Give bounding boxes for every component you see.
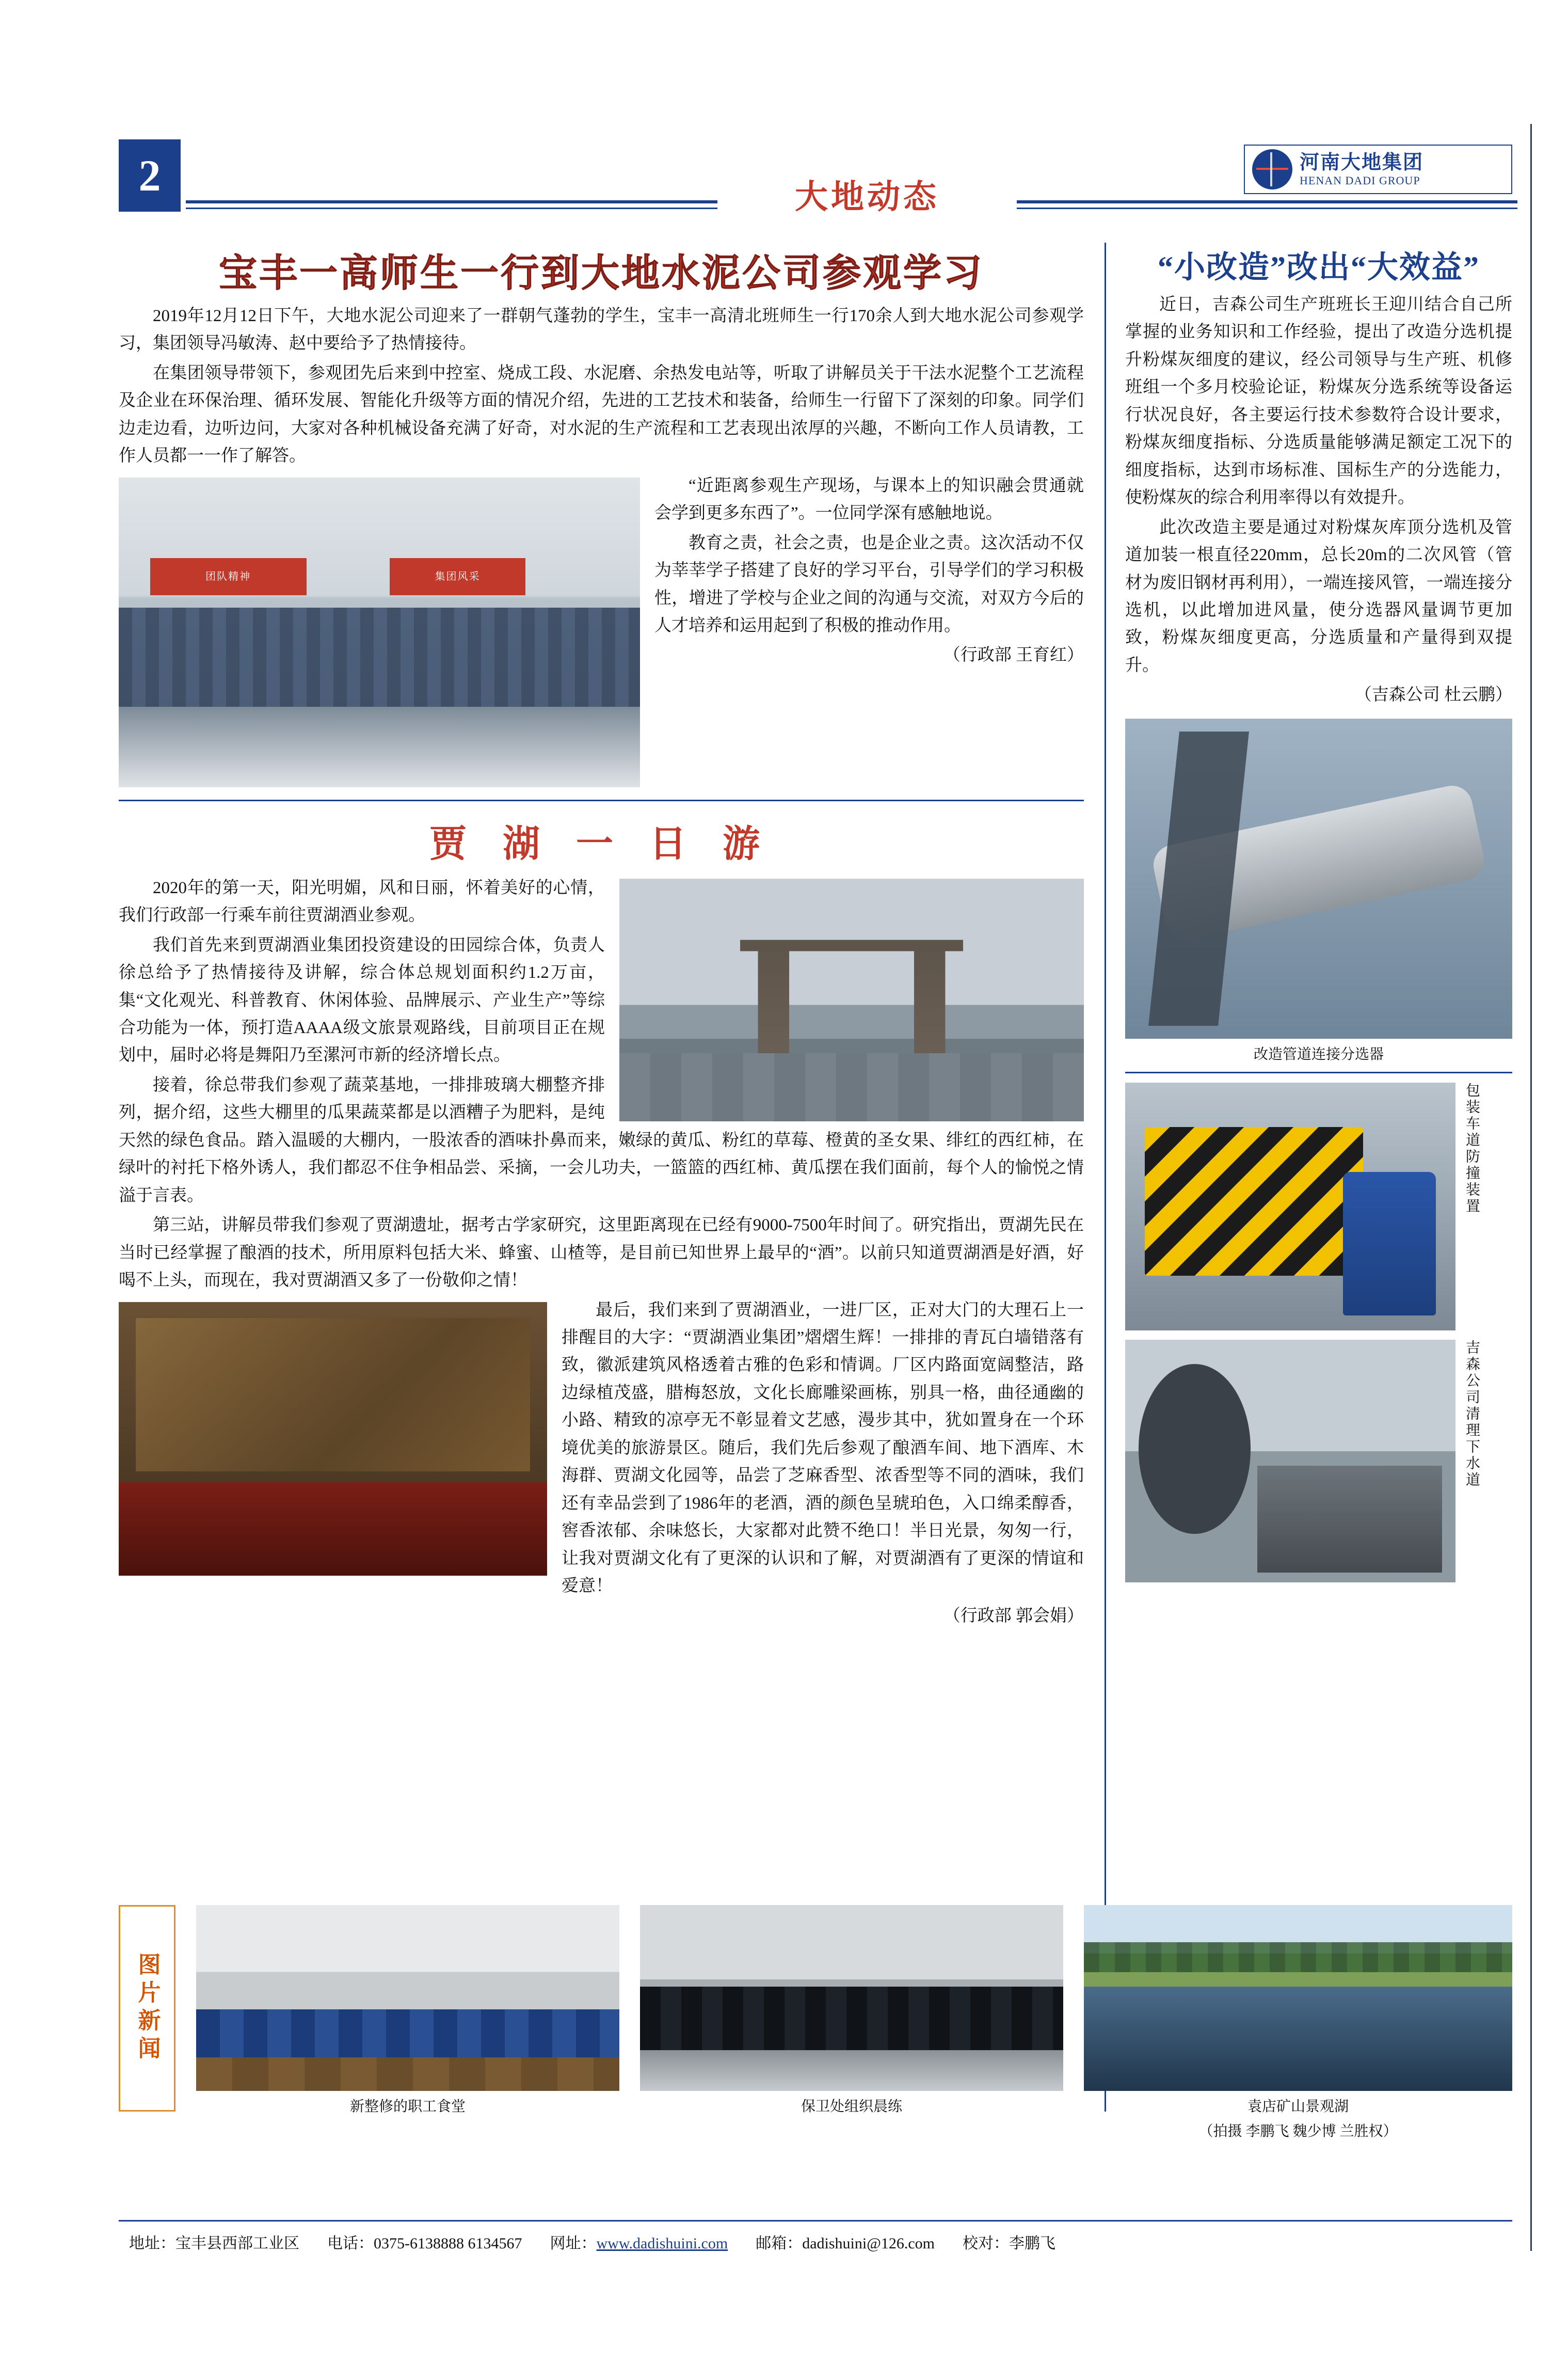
picture-news-section — [119, 1905, 1512, 2139]
article-second-body — [119, 875, 1084, 1632]
footer-address: 地址：宝丰县西部工业区 — [129, 2235, 299, 2252]
footer-website-label: 网址： — [550, 2235, 597, 2252]
paragraph: 第三站，讲解员带我们参观了贾湖遗址，据考古学家研究，这里距离现在已经有9000-7500年时间了。研究指出，贾湖先民在当时已经掌握了酿酒的技术，所用原料包括大米、蜂蜜、山楂等，是目前已知世界上最早的“酒”。以前只知道贾湖酒是好酒，好喝不上头，而现在，我对贾湖酒又多了一份敬仰之情！ — [119, 1216, 1084, 1290]
photo-caption: 改造管道连接分选器 — [1253, 1046, 1384, 1062]
paragraph: 此次改造主要是通过对粉煤灰库顶分选机及管道加装一根直径220mm，总长20m的二次风管（管材为废旧钢材再利用），一端连接风管，一端连接分选机，以此增加进风量，使分选器风量调节更加致，粉煤灰细度更高，分选质量和产量得到双提升。 — [1125, 518, 1512, 675]
paragraph: 2020年的第一天，阳光明媚，风和日丽，怀着美好的心情，我们行政部一行乘车前往贾湖酒业参观。 — [119, 878, 605, 925]
column-divider — [1105, 243, 1106, 2112]
mine-lake-photo — [1084, 1905, 1512, 2140]
right-divider — [1125, 1072, 1512, 1073]
anti-collision-photo — [1125, 1083, 1512, 1330]
footer-proofreader: 校对：李鹏飞 — [962, 2235, 1055, 2252]
article-right-headline: “小改造”改出“大效益” — [1158, 250, 1480, 284]
paragraph: 接着，徐总带我们参观了蔬菜基地，一排排玻璃大棚整齐排列，据介绍，这些大棚里的瓜果蔬菜都是以酒糟子为肥料，是纯天然的绿色食品。踏入温暖的大棚内，一股浓香的酒味扑鼻而来，嫩绿的黄瓜、粉红的草莓、橙黄的圣女果、绯红的西红柿，在绿叶的衬托下格外诱人，我们都忍不住争相品尝、采摘，一会儿功夫，一篮篮的西红柿、黄瓜摆在我们面前，每个人的愉悦之情溢于言表。 — [119, 1075, 1084, 1205]
globe-icon — [1252, 149, 1292, 189]
jiahu-museum-photo — [119, 1302, 547, 1576]
paragraph: “近距离参观生产现场，与课本上的知识融会贯通就会学到更多东西了”。一位同学深有感触地说。 — [654, 476, 1084, 523]
paragraph: 教育之责，社会之责，也是企业之责。这次活动不仅为莘莘学子搭建了良好的学习平台，引导学们的学习积极性，增进了学校与企业之间的沟通与交流，对双方今后的人才培养和运用起到了积极的推动作用。 — [654, 533, 1084, 635]
article-right-signature: （吉森公司 杜云鹏） — [1354, 686, 1512, 705]
article-right-body — [1125, 291, 1512, 709]
brand-logo — [1244, 145, 1512, 194]
footer-phone: 电话：0375-6138888 6134567 — [327, 2235, 522, 2252]
brand-name-en: HENAN DADI GROUP — [1300, 174, 1420, 187]
paragraph: 最后，我们来到了贾湖酒业，一进厂区，正对大门的大理石上一排醒目的大字：“贾湖酒业集团”熠熠生辉！一排排的青瓦白墙错落有致，徽派建筑风格透着古雅的色彩和情调。厂区内路面宽阔整洁，路边绿植茂盛，腊梅怒放，文化长廊雕梁画栋，别具一格，曲径通幽的小路、精致的凉亭无不彰显着文艺感，漫步其中，犹如置身在一个环境优美的旅游景区。随后，我们先后参观了酿酒车间、地下酒库、木海群、贾湖文化园等，品尝了芝麻香型、浓香型等不同的酒味，我们还有幸品尝到了1986年的老酒，酒的颜色呈琥珀色，入口绵柔醇香，窖香浓郁、余味悠长，大家都对此赞不绝口！半日光景，匆匆一行，让我对贾湖文化有了更深的认识和了解，对贾湖酒有了更深的情谊和爱意！ — [562, 1300, 1084, 1596]
morning-drill-photo — [640, 1905, 1063, 2116]
paragraph: 近日，吉森公司生产班班长王迎川结合自己所掌握的业务知识和工作经验，提出了改造分选机提升粉煤灰细度的建议，经公司领导与生产班、机修班组一个多月校验论证，粉煤灰分选系统等设备运行状况良好，各主要运行技术参数符合设计要求，粉煤灰细度指标、分选质量能够满足额定工况下的细度指标，达到市场标准、国标生产的分选能力，使粉煤灰的综合利用率得以有效提升。 — [1125, 295, 1512, 507]
section-title: 大地动态 — [717, 170, 1017, 218]
footer-website — [550, 2230, 728, 2253]
photo-banner-left: 团队精神 — [150, 558, 307, 595]
control-room-photo — [119, 478, 640, 787]
photo-banner-right: 集团风采 — [390, 558, 525, 595]
masthead — [119, 139, 1512, 217]
pipe-separator-photo — [1125, 719, 1512, 1064]
jiahu-gate-photo — [619, 879, 1084, 1121]
photo-caption: 吉森公司清理下水道 — [1464, 1339, 1480, 1488]
footer-email: 邮箱：dadishuini@126.com — [756, 2235, 935, 2252]
footer-divider — [119, 2220, 1512, 2222]
page-border — [1530, 124, 1532, 2251]
footer — [119, 2230, 1512, 2253]
paragraph: 我们首先来到贾湖酒业集团投资建设的田园综合体，负责人徐总给予了热情接待及讲解，综合体总规划面积约1.2万亩，集“文化观光、科普教育、休闲体验、品牌展示、产业生产”等综合功能为一体，预打造AAAA级文旅景观路线，目前项目正在规划中，届时必将是舞阳乃至漯河市新的经济增长点。 — [119, 935, 605, 1065]
photo-caption: 袁店矿山景观湖 — [1247, 2099, 1349, 2115]
article-divider — [119, 800, 1084, 801]
article-second-headline: 贾 湖 一 日 游 — [429, 823, 773, 865]
photo-caption: 包装车道防撞装置 — [1464, 1082, 1480, 1215]
right-column — [1125, 243, 1512, 1582]
brand-name-cn: 河南大地集团 — [1300, 151, 1424, 173]
article-main-signature: （行政部 王育红） — [943, 646, 1084, 665]
paragraph: 在集团领导带领下，参观团先后来到中控室、烧成工段、水泥磨、余热发电站等，听取了讲解员关于干法水泥整个工艺流程及企业在环保治理、循环发展、智能化升级等方面的情况介绍，先进的工艺技术和装备，给师生一行留下了深刻的印象。同学们边走边看，边听边问，大家对各种机械设备充满了好奇，对水泥的生产流程和工艺表现出浓厚的兴趣，不断向工作人员请教，工作人员都一一作了解答。 — [119, 363, 1084, 466]
article-main-body — [119, 303, 1084, 792]
left-column — [119, 243, 1084, 1632]
drain-cleaning-photo — [1125, 1340, 1512, 1582]
canteen-photo — [196, 1905, 619, 2116]
photo-caption: 新整修的职工食堂 — [349, 2099, 466, 2115]
picture-news-label-text: 图片新闻 — [134, 1953, 160, 2064]
website-link[interactable]: www.dadishuini.com — [596, 2235, 728, 2252]
article-second-signature: （行政部 郭会娟） — [943, 1606, 1084, 1625]
paragraph: 2019年12月12日下午，大地水泥公司迎来了一群朝气蓬勃的学生，宝丰一高清北班师生一行170余人到大地水泥公司参观学习，集团领导冯敏涛、赵中要给予了热情接待。 — [119, 307, 1084, 353]
article-main-headline: 宝丰一高师生一行到大地水泥公司参观学习 — [219, 252, 984, 295]
photo-credit: （拍摄 李鹏飞 魏少博 兰胜权） — [1198, 2123, 1398, 2139]
photo-caption: 保卫处组织晨练 — [801, 2099, 902, 2115]
picture-news-label — [119, 1905, 175, 2112]
page-number: 2 — [119, 139, 181, 212]
